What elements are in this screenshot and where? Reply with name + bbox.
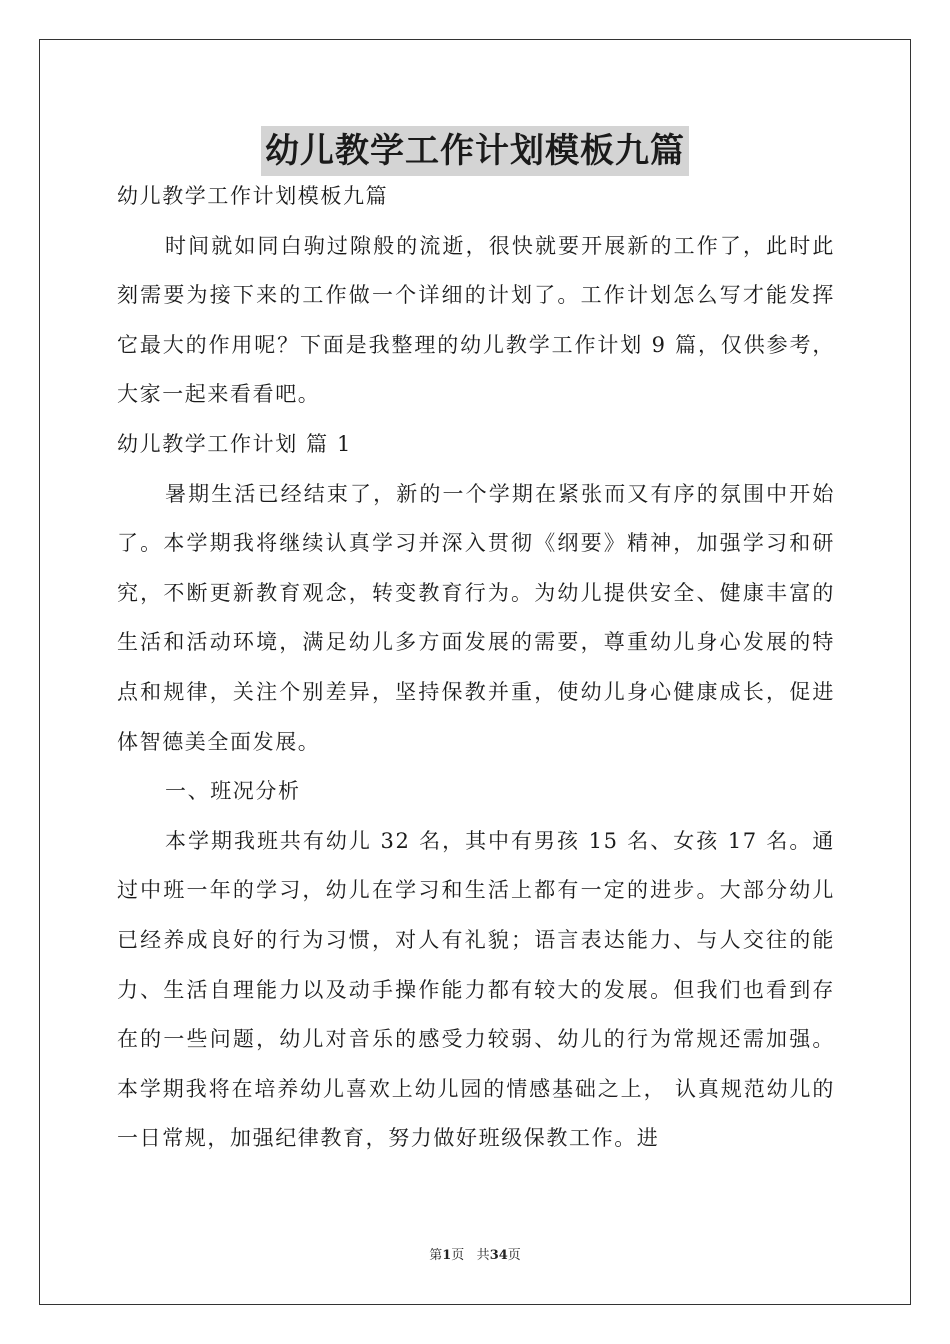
page-prefix: 第	[429, 1248, 443, 1263]
paragraph: 本学期我班共有幼儿 32 名，其中有男孩 15 名、女孩 17 名。通过中班一年的学习，幼儿在学习和生活上都有一定的进步。大部分幼儿已经养成良好的行为习惯，对人有礼貌；语言表达能力、与人交往的能力、生活自理能力以及动手操作能力都有较大的发展。但我们也看到存在的一些问题，幼儿对音乐的感受力较弱、幼儿的行为常规还需加强。本学期我将在培养幼儿喜欢上幼儿园的情感基础之上， 认真规范幼儿的一日常规，加强纪律教育，努力做好班级保教工作。进	[117, 828, 835, 1151]
document-body	[117, 172, 835, 1164]
total-suffix: 页	[507, 1248, 521, 1263]
section-heading: 幼儿教学工作计划 篇 1	[117, 431, 352, 456]
page-suffix: 页	[451, 1248, 465, 1263]
paragraph: 暑期生活已经结束了，新的一个学期在紧张而又有序的氛围中开始了。本学期我将继续认真学习并深入贯彻《纲要》精神，加强学习和研究，不断更新教育观念，转变教育行为。为幼儿提供安全、健康丰富的生活和活动环境，满足幼儿多方面发展的需要，尊重幼儿身心发展的特点和规律，关注个别差异，坚持保教并重，使幼儿身心健康成长，促进体智德美全面发展。	[117, 481, 835, 754]
page-number: 1	[442, 1248, 452, 1263]
title-container	[0, 126, 950, 176]
subsection-heading: 一、班况分析	[165, 779, 301, 804]
page-footer	[0, 1244, 950, 1263]
paragraph: 幼儿教学工作计划模板九篇	[117, 184, 389, 208]
total-pages: 34	[489, 1248, 508, 1263]
document-title: 幼儿教学工作计划模板九篇	[261, 126, 689, 176]
total-prefix: 共	[476, 1248, 490, 1263]
paragraph: 时间就如同白驹过隙般的流逝，很快就要开展新的工作了，此时此刻需要为接下来的工作做一个详细的计划了。工作计划怎么写才能发挥它最大的作用呢？下面是我整理的幼儿教学工作计划 9 篇，仅供参考，大家一起来看看吧。	[117, 233, 835, 407]
